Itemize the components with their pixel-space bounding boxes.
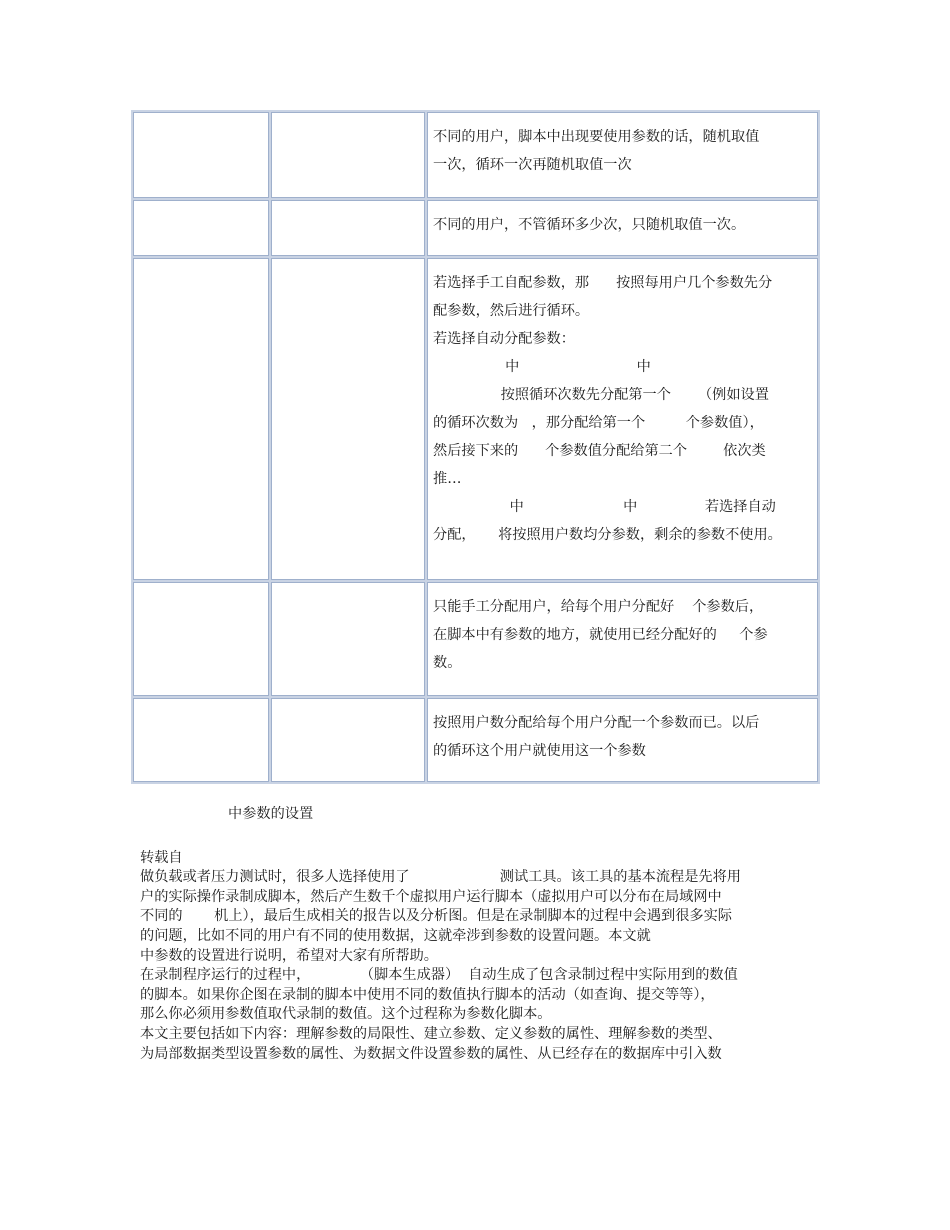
article-line: 不同的 机上），最后生成相关的报告以及分析图。但是在录制脚本的过程中会遇到很多实际 (140, 908, 732, 925)
table-cell-empty (133, 582, 269, 696)
cell-text-line: 数。 (433, 655, 462, 671)
cell-text-line: 中 中 若选择自动 (433, 499, 776, 515)
table-cell-empty (133, 698, 269, 782)
article-line: 为局部数据类型设置参数的属性、为数据文件设置参数的属性、从已经存在的数据库中引入数 (140, 1045, 722, 1062)
table-cell-empty (271, 258, 425, 580)
cell-text-line: 只能手工分配用户，给每个用户分配好 个参数后， (433, 599, 764, 615)
cell-text-line: 中 中 (433, 359, 651, 375)
table-cell-empty (133, 200, 269, 256)
cell-text-line: 分配， 将按照用户数均分参数，剩余的参数不使用。 (433, 527, 782, 543)
table-cell-description (427, 258, 818, 580)
cell-text-line: 不同的用户，脚本中出现要使用参数的话，随机取值 (433, 129, 760, 145)
article-line: 做负载或者压力测试时，很多人选择使用了 测试工具。该工具的基本流程是先将用 (140, 869, 741, 886)
table-row (133, 698, 818, 782)
cell-text-line: 按照循环次数先分配第一个 （例如设置 (433, 387, 769, 403)
table-cell-empty (133, 258, 269, 580)
article-line: 在录制程序运行的过程中， （脚本生成器） 自动生成了包含录制过程中实际用到的数值 (140, 967, 738, 984)
table-cell-empty (133, 112, 269, 198)
table-cell-description (427, 112, 818, 198)
article-line: 的脚本。如果你企图在录制的脚本中使用不同的数值执行脚本的活动（如查询、提交等等）， (140, 986, 715, 1003)
parameter-table (131, 110, 820, 784)
cell-text-line: 的循环这个用户就使用这一个参数 (433, 743, 646, 759)
cell-text-line: 一次，循环一次再随机取值一次 (433, 157, 632, 173)
article-line: 中参数的设置进行说明，希望对大家有所帮助。 (140, 947, 438, 964)
article-title: 中参数的设置 (228, 806, 314, 822)
table-cell-empty (271, 582, 425, 696)
table-cell-empty (271, 698, 425, 782)
table-row (133, 258, 818, 580)
cell-text-line: 在脚本中有参数的地方，就使用已经分配好的 个参 (433, 627, 768, 643)
cell-text-line: 若选择手工自配参数，那 按照每用户几个参数先分 (433, 275, 773, 291)
cell-text-line: 若选择自动分配参数： (433, 331, 575, 347)
cell-text-line: 按照用户数分配给每个用户分配一个参数而已。以后 (433, 715, 760, 731)
cell-text-line: 然后接下来的 个参数值分配给第二个 依次类 (433, 443, 766, 459)
article-line: 转载自 (140, 849, 183, 866)
table-cell-description (427, 582, 818, 696)
article-body (140, 805, 815, 1064)
table-row (133, 200, 818, 256)
cell-text-line: 不同的用户，不管循环多少次，只随机取值一次。 (433, 217, 746, 233)
article-line: 户的实际操作录制成脚本，然后产生数千个虚拟用户运行脚本（虚拟用户可以分布在局域网中 (140, 888, 722, 905)
table-cell-empty (271, 112, 425, 198)
article-line: 的问题，比如不同的用户有不同的使用数据，这就牵涉到参数的设置问题。本文就 (140, 927, 651, 944)
cell-text-line: 配参数，然后进行循环。 (433, 303, 590, 319)
cell-text-line: 推… (433, 471, 462, 487)
article-line: 本文主要包括如下内容：理解参数的局限性、建立参数、定义参数的属性、理解参数的类型、 (140, 1025, 722, 1042)
table-row (133, 582, 818, 696)
table-cell-description (427, 200, 818, 256)
article-line: 那么你必须用参数值取代录制的数值。这个过程称为参数化脚本。 (140, 1006, 552, 1023)
table-cell-empty (271, 200, 425, 256)
cell-text-line: 的循环次数为 ，那分配给第一个 个参数值）， (433, 415, 764, 431)
table-cell-description (427, 698, 818, 782)
table-row (133, 112, 818, 198)
